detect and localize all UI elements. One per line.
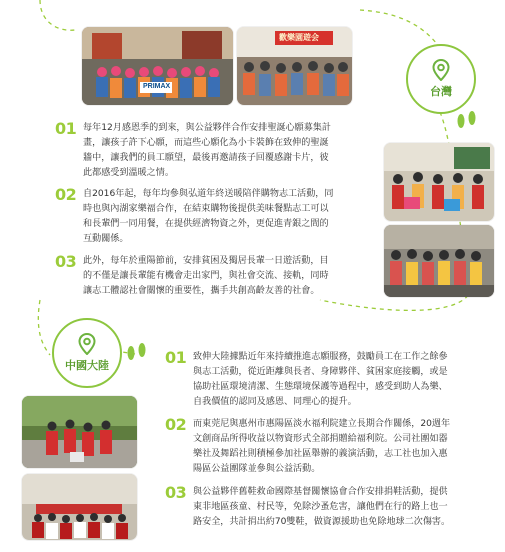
text-line: 自2016年起，每年均參與弘道年終送暖陪伴購物志工活動，同 <box>83 189 334 199</box>
text-line: 東非地區孩童、村民等，免除沙蚤危害，讓他們在行的路上也一 <box>193 502 448 512</box>
region-badge-taiwan <box>406 44 476 114</box>
item-text <box>193 350 498 410</box>
text-line: 陽區公益團隊並參與公益活動。 <box>193 464 321 474</box>
photo-classroom-group <box>384 225 494 297</box>
location-pin-icon <box>78 333 96 355</box>
location-pin-icon <box>432 59 450 81</box>
photo-banner-text: PRIMAX <box>143 83 171 90</box>
taiwan-item-01 <box>55 121 385 183</box>
text-line: 的不僅是讓長輩能有機會走出家門，與社會交流、接軌，同時 <box>83 271 329 281</box>
text-line: 互動關係。 <box>83 234 129 244</box>
text-line: 樂社及舞蹈社則積極參加社區舉辦的義演活動，志工社也加入惠 <box>193 449 448 459</box>
item-number: 02 <box>165 415 187 434</box>
text-line: 每年12月感恩季的到來，與公益夥伴合作安排聖誕心願募集計 <box>83 123 332 133</box>
photo-community-cleanup <box>22 396 137 468</box>
item-text <box>193 417 498 477</box>
item-number: 01 <box>165 348 187 367</box>
item-number: 03 <box>55 252 77 271</box>
item-text <box>193 485 498 530</box>
item-number: 01 <box>55 119 77 138</box>
text-line: 而東莞尼與惠州市惠陽區淡水福利院建立長期合作關係，20週年 <box>193 419 451 429</box>
item-number: 02 <box>55 185 77 204</box>
photo-banner-text: 歡樂園遊会 <box>279 33 319 42</box>
text-line: 自我價值的認同及感恩、同理心的提升。 <box>193 397 357 407</box>
text-line: 和長輩們一同用餐，在提供經濟物資之外，更促進青銀之間的 <box>83 219 329 229</box>
text-line: 此外，每年於重陽節前，安排貧困及獨居長輩一日遊活動，目 <box>83 256 329 266</box>
region-label: 台灣 <box>430 85 452 98</box>
text-line: 與志工活動，從近距離與長者、身障夥伴、貧困家庭接觸，或是 <box>193 367 448 377</box>
item-number: 03 <box>165 483 187 502</box>
taiwan-item-02 <box>55 187 385 249</box>
text-line: 讓志工體認社會關懷的重要性，攜手共創高齡友善的社會。 <box>83 286 320 296</box>
photo-elders-event <box>237 27 352 105</box>
photo-children-gifts <box>384 143 494 221</box>
photo-group-volunteers <box>82 27 233 105</box>
item-text <box>83 254 383 299</box>
photo-shoe-donation <box>22 474 137 540</box>
text-line: 與公益夥伴舊鞋救命國際基督關懷協會合作安排捐鞋活動，提供 <box>193 487 448 497</box>
text-line: 路安全，共計捐出約70雙鞋，做資源援助也免除地球二次傷害。 <box>193 517 451 527</box>
region-label: 中國大陸 <box>65 359 109 372</box>
text-line: 此都感受到溫暖之情。 <box>83 168 174 178</box>
text-line: 協助社區環境清潔、生態環境保護等過程中，感受到助人為樂、 <box>193 382 448 392</box>
region-badge-mainland <box>52 318 122 388</box>
text-line: 致伸大陸據點近年來持續推進志願服務，鼓勵員工在工作之餘參 <box>193 352 448 362</box>
mainland-item-02 <box>165 417 500 479</box>
item-text <box>83 121 383 181</box>
taiwan-item-03 <box>55 254 385 302</box>
item-text <box>83 187 383 247</box>
footprint-icon <box>452 106 482 136</box>
footprint-icon <box>122 338 152 368</box>
text-line: 文創商品所得收益以物資形式全部捐贈給福利院。公司社團如器 <box>193 434 448 444</box>
text-line: 時也與內湖家樂福合作，在結束購物後提供美味餐點志工可以 <box>83 204 329 214</box>
mainland-item-01 <box>165 350 500 412</box>
text-line: 牆中，讓我們的員工願望，最後再邀請孩子回覆感謝卡片，彼 <box>83 153 329 163</box>
mainland-item-03 <box>165 485 500 533</box>
text-line: 畫，讓孩子許下心願，而這些心願化為小卡裝飾在致伸的聖誕 <box>83 138 329 148</box>
